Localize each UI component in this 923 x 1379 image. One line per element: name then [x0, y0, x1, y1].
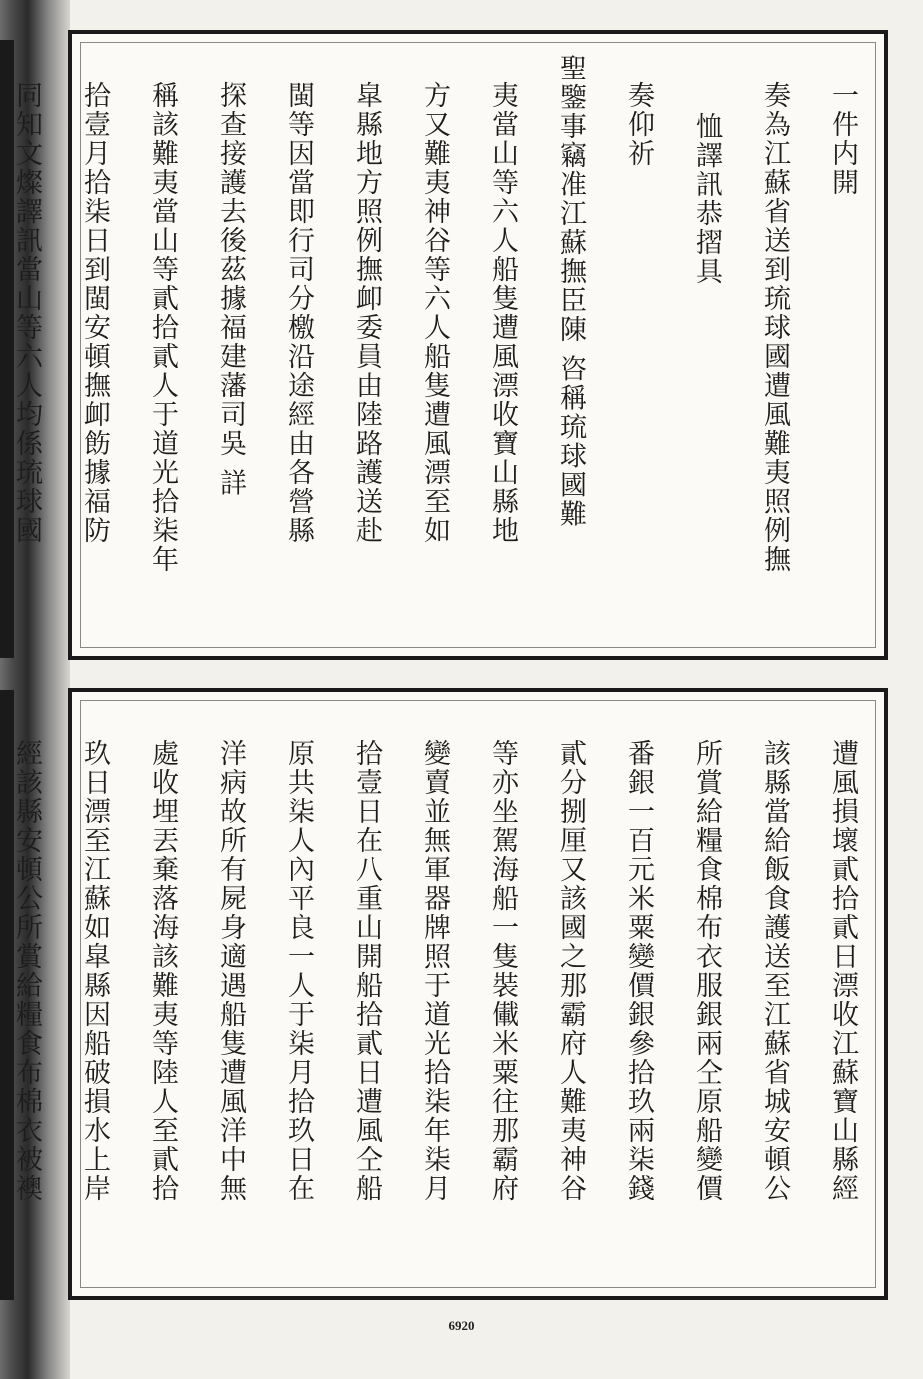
text-column: 等亦坐駕海船一隻裝儎米粟往那霸府 [487, 739, 518, 1203]
bottom-text-columns [11, 712, 866, 1284]
text-column: 探查接護去後茲據福建藩司吳 詳 [215, 81, 246, 498]
text-column: 貳分捌厘又該國之那霸府人難夷神谷 [555, 739, 586, 1203]
page-number: 6920 [448, 1318, 475, 1333]
top-text-columns [11, 54, 866, 644]
text-column: 拾壹月拾柒日到閩安頓撫卹飭據福防 [79, 81, 110, 545]
text-column: 變賣並無軍器牌照于道光拾柒年柒月 [419, 739, 450, 1203]
text-column: 夷當山等六人船隻遭風漂收寶山縣地 [487, 81, 518, 545]
text-column: 所賞給糧食棉布衣服銀兩仝原船變價 [691, 739, 722, 1203]
text-column: 番銀一百元米粟變價銀參拾玖兩柒錢 [623, 739, 654, 1203]
top-document-panel [11, 30, 888, 660]
text-column: 奏為江蘇省送到琉球國遭風難夷照例撫 [759, 81, 790, 574]
text-column: 該縣當給飯食護送至江蘇省城安頓公 [759, 739, 790, 1203]
text-column: 皐縣地方照例撫卹委員由陸路護送赴 [351, 81, 382, 545]
text-column: 同知文燦譯訊當山等六人均係琉球國 [11, 81, 42, 545]
bottom-document-panel [11, 688, 888, 1300]
text-column: 經該縣安頓公所賞給糧食布棉衣被襖 [11, 739, 42, 1203]
text-column: 遭風損壞貳拾貳日漂收江蘇寶山縣經 [827, 739, 858, 1203]
text-column: 處收埋丟棄落海該難夷等陸人至貳拾 [147, 739, 178, 1203]
text-column: 恤譯訊恭摺具 [691, 112, 722, 286]
text-column: 聖鑒事竊准江蘇撫臣陳 咨稱琉球國難 [555, 54, 586, 529]
text-column: 稱該難夷當山等貳拾貳人于道光拾柒年 [147, 81, 178, 574]
text-column: 玖日漂至江蘇如皐縣因船破損水上岸 [79, 739, 110, 1203]
text-column: 原共柒人內平良一人于柒月拾玖日在 [283, 739, 314, 1203]
text-column: 一件内開 [827, 81, 858, 197]
text-column: 方又難夷神谷等六人船隻遭風漂至如 [419, 81, 450, 545]
text-column: 洋病故所有屍身適遇船隻遭風洋中無 [215, 739, 246, 1203]
text-column: 奏仰祈 [623, 81, 654, 168]
text-column: 拾壹日在八重山開船拾貳日遭風仝船 [351, 739, 382, 1203]
text-column: 閩等因當即行司分檄沿途經由各營縣 [283, 81, 314, 545]
